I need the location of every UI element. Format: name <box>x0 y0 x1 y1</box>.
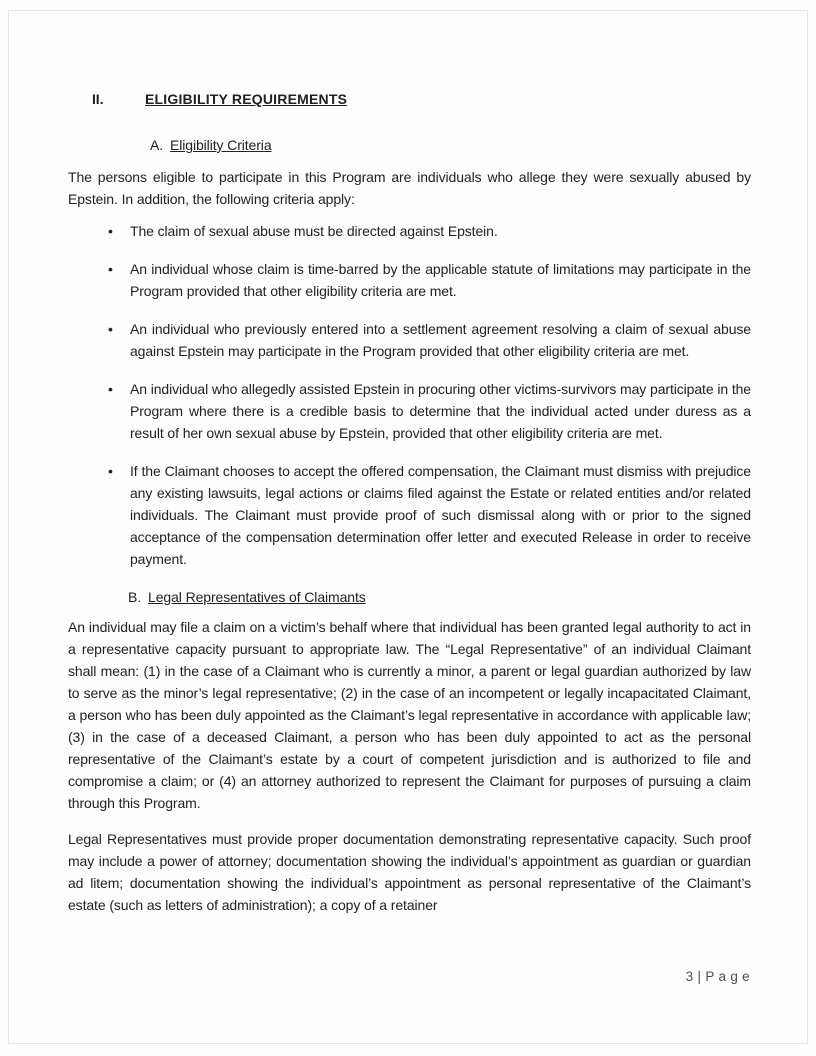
subsection-b-heading <box>128 586 751 608</box>
bullet-text: If the Claimant chooses to accept the offered compensation, the Claimant must dismiss with prejudice any existing lawsuits, legal actions or claims filed against the Estate or related entities and/or related individuals. The Claimant must provide proof of such dismissal along with or prior to the signed acceptance of the compensation determination offer letter and executed Release in order to receive payment. <box>130 463 751 567</box>
section-number: II. <box>92 91 104 107</box>
intro-paragraph: The persons eligible to participate in this Program are individuals who allege they were sexually abused by Epstein. In addition, the following criteria apply: <box>68 169 751 207</box>
subsection-b-label: B. <box>128 589 142 605</box>
bullet-marker: • <box>108 463 113 479</box>
bullet-text: An individual who allegedly assisted Epstein in procuring other victims-survivors may participate in the Program where there is a credible basis to determine that the individual acted under duress as a result of her own sexual abuse by Epstein, provided that other eligibility criteria are met. <box>130 381 751 441</box>
bullet-item <box>108 318 751 362</box>
section-heading <box>92 88 751 110</box>
bullet-list <box>68 220 751 570</box>
bullet-item <box>108 220 751 242</box>
section-title: ELIGIBILITY REQUIREMENTS <box>145 91 348 107</box>
bullet-item <box>108 258 751 302</box>
subsection-a-heading <box>150 134 751 156</box>
page-content <box>68 88 751 930</box>
page-footer <box>686 966 750 988</box>
legal-representative-paragraph-1: An individual may file a claim on a victim’s behalf where that individual has been granted legal authority to act in a representative capacity pursuant to appropriate law. The “Legal Representative” of an individual Claimant shall mean: (1) in the case of a Claimant who is currently a minor, a parent or legal guardian authorized by law to serve as the minor’s legal representative; (2) in the case of an incompetent or legally incapacitated Claimant, a person who has been duly appointed as the Claimant’s legal representative in accordance with applicable law; (3) in the case of a deceased Claimant, a person who has been duly appointed to act as the personal representative of the Claimant’s estate by a court of competent jurisdiction and is authorized to file and compromise a claim; or (4) an attorney authorized to represent the Claimant for purposes of pursuing a claim through this Program. <box>68 619 751 811</box>
bullet-item <box>108 378 751 444</box>
bullet-marker: • <box>108 261 113 277</box>
subsection-a-label: A. <box>150 137 164 153</box>
bullet-marker: • <box>108 223 113 239</box>
bullet-marker: • <box>108 381 113 397</box>
legal-representative-paragraph-2: Legal Representatives must provide proper documentation demonstrating representative capacity. Such proof may include a power of attorney; documentation showing the individual’s appointment as guardian or guardian ad litem; documentation showing the individual’s appointment as personal representative of the Claimant’s estate (such as letters of administration); a copy of a retainer <box>68 831 751 913</box>
bullet-text: The claim of sexual abuse must be directed against Epstein. <box>130 223 498 239</box>
bullet-marker: • <box>108 321 113 337</box>
bullet-item <box>108 460 751 570</box>
page-number-label: 3 | P a g e <box>685 969 750 984</box>
bullet-text: An individual who previously entered into a settlement agreement resolving a claim of sexual abuse against Epstein may participate in the Program provided that other eligibility criteria are met. <box>130 321 751 359</box>
bullet-text: An individual whose claim is time-barred by the applicable statute of limitations may participate in the Program provided that other eligibility criteria are met. <box>130 261 751 299</box>
subsection-b-title: Legal Representatives of Claimants <box>148 589 366 605</box>
subsection-a-title: Eligibility Criteria <box>170 137 272 153</box>
